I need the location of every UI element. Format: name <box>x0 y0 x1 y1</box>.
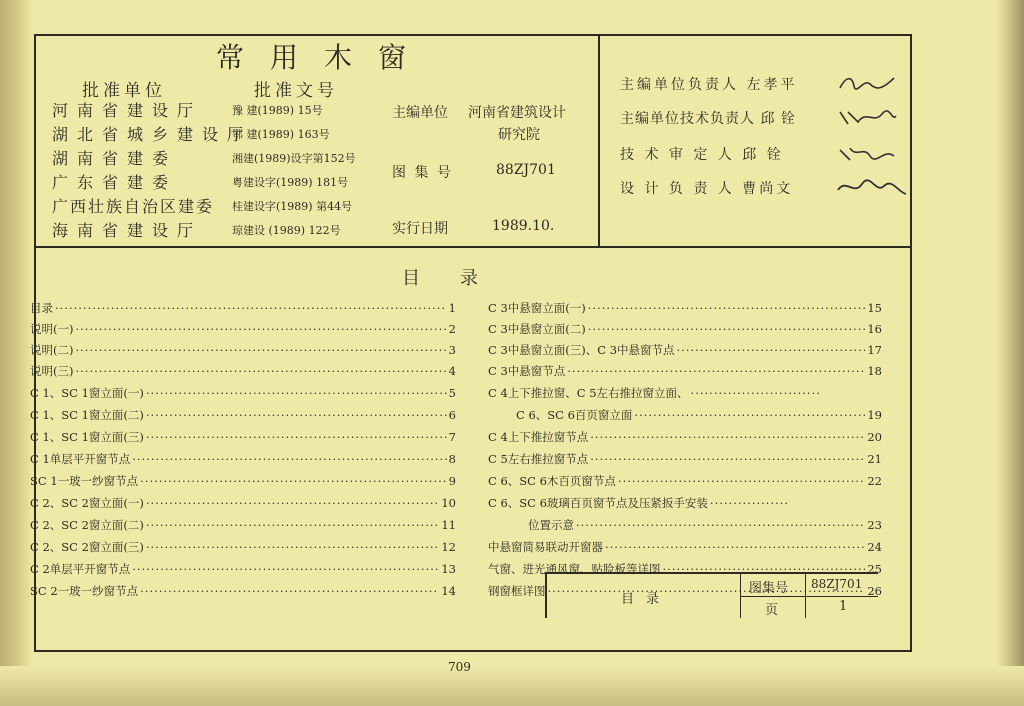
signature <box>836 72 900 98</box>
title-block-atlas-label: 图集号 <box>749 581 789 596</box>
toc-entry[interactable]: 位置示意 ····· 23 <box>528 517 882 533</box>
responsible-line: 主编单位负责人 左孝平 <box>620 77 798 93</box>
approval-unit: 广东省建委 <box>52 173 178 192</box>
approval-unit: 湖南省建委 <box>52 149 178 168</box>
editor-label: 主编单位 <box>392 105 448 121</box>
toc-entry[interactable]: C 5左右推拉窗节点 ····· 21 <box>488 451 882 467</box>
approval-doc: 粤建设字(1989) 181号 <box>232 176 349 189</box>
toc-entry[interactable]: C 1、SC 1窗立面(一) ····· 5 <box>30 385 456 401</box>
editor-value: 河南省建筑设计 <box>468 105 566 121</box>
toc-entry[interactable]: C 1、SC 1窗立面(三) ····· 7 <box>30 429 456 445</box>
title-block-page-label: 页 <box>765 603 779 618</box>
signature <box>836 176 908 202</box>
approval-unit-header: 批准单位 <box>82 81 166 101</box>
effective-date-label: 实行日期 <box>392 221 448 237</box>
approval-doc: 琼建设 (1989) 122号 <box>232 224 341 237</box>
toc-entry[interactable]: C 4上下推拉窗、C 5左右推拉窗立面、 ····· <box>488 385 882 401</box>
approval-doc: 桂建设字(1989) 第44号 <box>232 200 353 213</box>
approval-doc: 豫 建(1989) 15号 <box>232 104 323 117</box>
header-divider <box>598 36 600 246</box>
approval-doc: 湘建(1989)设字第152号 <box>232 152 356 165</box>
toc-entry[interactable]: 说明(三) ····· 4 <box>30 363 456 379</box>
approval-unit: 湖北省城乡建设厅 <box>52 125 253 144</box>
toc-entry[interactable]: 目录 ····· 1 <box>30 300 456 316</box>
toc-entry[interactable]: C 2、SC 2窗立面(三) ····· 12 <box>30 539 456 555</box>
toc-entry[interactable]: 气窗、进光通风窗、贴脸板等详图 ····· 25 <box>488 561 882 577</box>
toc-entry[interactable]: C 1单层平开窗节点 ····· 8 <box>30 451 456 467</box>
toc-entry[interactable]: C 2、SC 2窗立面(一) ····· 10 <box>30 495 456 511</box>
toc-entry[interactable]: C 3中悬窗立面(二) ····· 16 <box>488 321 882 337</box>
toc-entry[interactable]: SC 1一玻一纱窗节点 ····· 9 <box>30 473 456 489</box>
signature <box>836 142 900 168</box>
approval-unit: 海南省建设厅 <box>52 221 203 240</box>
page-number: 709 <box>448 660 471 674</box>
page-gutter-left <box>0 0 34 706</box>
responsible-line: 设 计 负 责 人 曹尚文 <box>620 181 794 197</box>
toc-entry[interactable]: 中悬窗简易联动开窗器 ····· 24 <box>488 539 882 555</box>
toc-entry[interactable]: C 4上下推拉窗节点 ····· 20 <box>488 429 882 445</box>
toc-entry[interactable]: SC 2一玻一纱窗节点 ····· 14 <box>30 583 456 599</box>
approval-unit: 广西壮族自治区建委 <box>52 197 215 216</box>
toc-entry[interactable]: 说明(二) ····· 3 <box>30 342 456 358</box>
atlas-number-label: 图 集 号 <box>392 165 453 181</box>
approval-unit: 河南省建设厅 <box>52 101 203 120</box>
toc-entry[interactable]: C 2、SC 2窗立面(二) ····· 11 <box>30 517 456 533</box>
toc-entry[interactable]: C 6、SC 6百页窗立面 ····· 19 <box>516 407 882 423</box>
editor-value-cont: 研究院 <box>498 127 540 143</box>
toc-entry[interactable]: C 2单层平开窗节点 ····· 13 <box>30 561 456 577</box>
title-block-atlas-value: 88ZJ701 <box>811 577 863 591</box>
responsible-line: 主编单位技术负责人 邱 铨 <box>620 111 796 127</box>
signature <box>836 106 900 132</box>
toc-entry[interactable]: 说明(一) ····· 2 <box>30 321 456 337</box>
responsible-line: 技 术 审 定 人 邱 铨 <box>620 147 784 163</box>
atlas-number-value: 88ZJ701 <box>496 162 556 178</box>
toc-title: 目录 <box>402 268 518 289</box>
title-block <box>545 572 878 618</box>
toc-entry[interactable]: C 3中悬窗节点 ····· 18 <box>488 363 882 379</box>
approval-doc-header: 批准文号 <box>254 81 338 101</box>
header-box <box>36 36 910 248</box>
toc-entry[interactable]: C 6、SC 6玻璃百页窗节点及压紧扳手安装 ····· <box>488 495 882 511</box>
toc-entry[interactable]: C 6、SC 6木百页窗节点 ····· 22 <box>488 473 882 489</box>
atlas-title: 常用木窗 <box>216 41 433 74</box>
page-bottom-edge <box>0 666 1024 706</box>
toc-entry[interactable]: C 3中悬窗立面(一) ····· 15 <box>488 300 882 316</box>
toc-entry[interactable]: 钢窗框详图 ····· 26 <box>488 583 882 599</box>
title-block-page-value: 1 <box>839 599 848 614</box>
page-gutter-right <box>996 0 1024 706</box>
effective-date-value: 1989.10. <box>492 218 555 234</box>
toc-entry[interactable]: C 3中悬窗立面(三)、C 3中悬窗节点 ····· 17 <box>488 342 882 358</box>
approval-doc: 鄂 建(1989) 163号 <box>232 128 330 141</box>
toc-entry[interactable]: C 1、SC 1窗立面(二) ····· 6 <box>30 407 456 423</box>
title-block-name: 目录 <box>621 592 672 607</box>
